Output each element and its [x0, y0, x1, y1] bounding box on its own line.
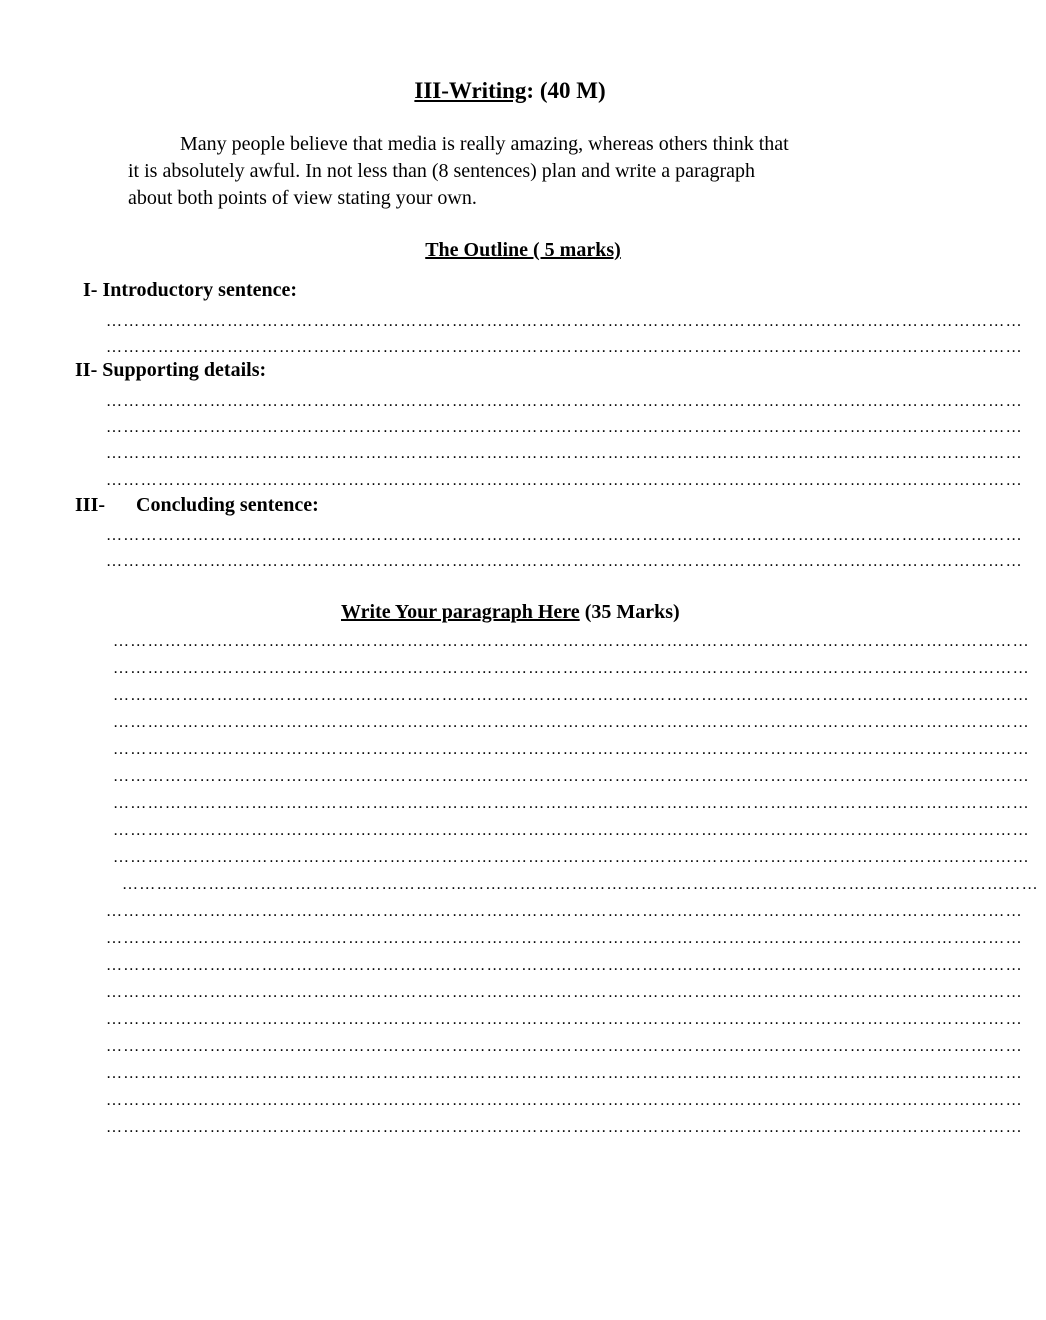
answer-line[interactable]: …………………………………………………………………………………………………………………………………………… — [113, 849, 1030, 866]
answer-line[interactable]: …………………………………………………………………………………………………………………………………………… — [106, 1038, 1023, 1055]
answer-line[interactable]: …………………………………………………………………………………………………………………………………………… — [122, 876, 1039, 893]
section-title — [0, 79, 1020, 102]
answer-line[interactable]: …………………………………………………………………………………………………………………………………………… — [106, 1011, 1023, 1028]
answer-line[interactable]: …………………………………………………………………………………………………………………………………………… — [113, 741, 1030, 758]
intro-line-2: …………………………………………………………………………………………………………………………………………… — [106, 339, 1023, 356]
supporting-line-4: …………………………………………………………………………………………………………………………………………… — [106, 472, 1023, 489]
conclusion-line-1: …………………………………………………………………………………………………………………………………………… — [106, 527, 1023, 544]
prompt-line-2: it is absolutely awful. In not less than (8 sentences) plan and write a paragraph — [128, 160, 756, 182]
answer-line[interactable]: …………………………………………………………………………………………………………………………………………… — [113, 687, 1030, 704]
outline-heading — [0, 240, 1046, 260]
supporting-line-2: …………………………………………………………………………………………………………………………………………… — [106, 419, 1023, 436]
conclusion-number: III- — [75, 494, 106, 516]
answer-line[interactable]: …………………………………………………………………………………………………………………………………………… — [106, 984, 1023, 1001]
answer-line[interactable]: …………………………………………………………………………………………………………………………………………… — [106, 930, 1023, 947]
supporting-line-3: …………………………………………………………………………………………………………………………………………… — [106, 445, 1023, 462]
paragraph-heading-marks: (35 Marks) — [579, 601, 680, 623]
prompt-line-3: about both points of view stating your own. — [128, 187, 477, 209]
intro-line-1: …………………………………………………………………………………………………………………………………………… — [106, 313, 1023, 330]
answer-line[interactable]: …………………………………………………………………………………………………………………………………………… — [113, 660, 1030, 677]
answer-line[interactable]: …………………………………………………………………………………………………………………………………………… — [106, 1119, 1023, 1136]
supporting-label: II- Supporting details: — [75, 359, 267, 381]
answer-line[interactable]: …………………………………………………………………………………………………………………………………………… — [113, 768, 1030, 785]
paragraph-heading-text: Write Your paragraph Here — [341, 601, 580, 623]
section-title-marks: : (40 M) — [526, 78, 606, 103]
conclusion-label: Concluding sentence: — [136, 494, 319, 516]
answer-line[interactable]: …………………………………………………………………………………………………………………………………………… — [113, 795, 1030, 812]
prompt-line-1: Many people believe that media is really amazing, whereas others think that — [180, 133, 789, 155]
answer-line[interactable]: …………………………………………………………………………………………………………………………………………… — [113, 633, 1030, 650]
section-title-label: III-Writing — [414, 78, 527, 103]
answer-line[interactable]: …………………………………………………………………………………………………………………………………………… — [113, 714, 1030, 731]
answer-line[interactable]: …………………………………………………………………………………………………………………………………………… — [113, 822, 1030, 839]
intro-label: I- Introductory sentence: — [83, 279, 298, 301]
outline-heading-text: The Outline ( 5 marks) — [425, 239, 621, 261]
supporting-line-1: …………………………………………………………………………………………………………………………………………… — [106, 393, 1023, 410]
paragraph-heading — [341, 602, 680, 622]
answer-line[interactable]: …………………………………………………………………………………………………………………………………………… — [106, 957, 1023, 974]
conclusion-line-2: …………………………………………………………………………………………………………………………………………… — [106, 553, 1023, 570]
answer-line[interactable]: …………………………………………………………………………………………………………………………………………… — [106, 1092, 1023, 1109]
answer-line[interactable]: …………………………………………………………………………………………………………………………………………… — [106, 1065, 1023, 1082]
answer-line[interactable]: …………………………………………………………………………………………………………………………………………… — [106, 903, 1023, 920]
